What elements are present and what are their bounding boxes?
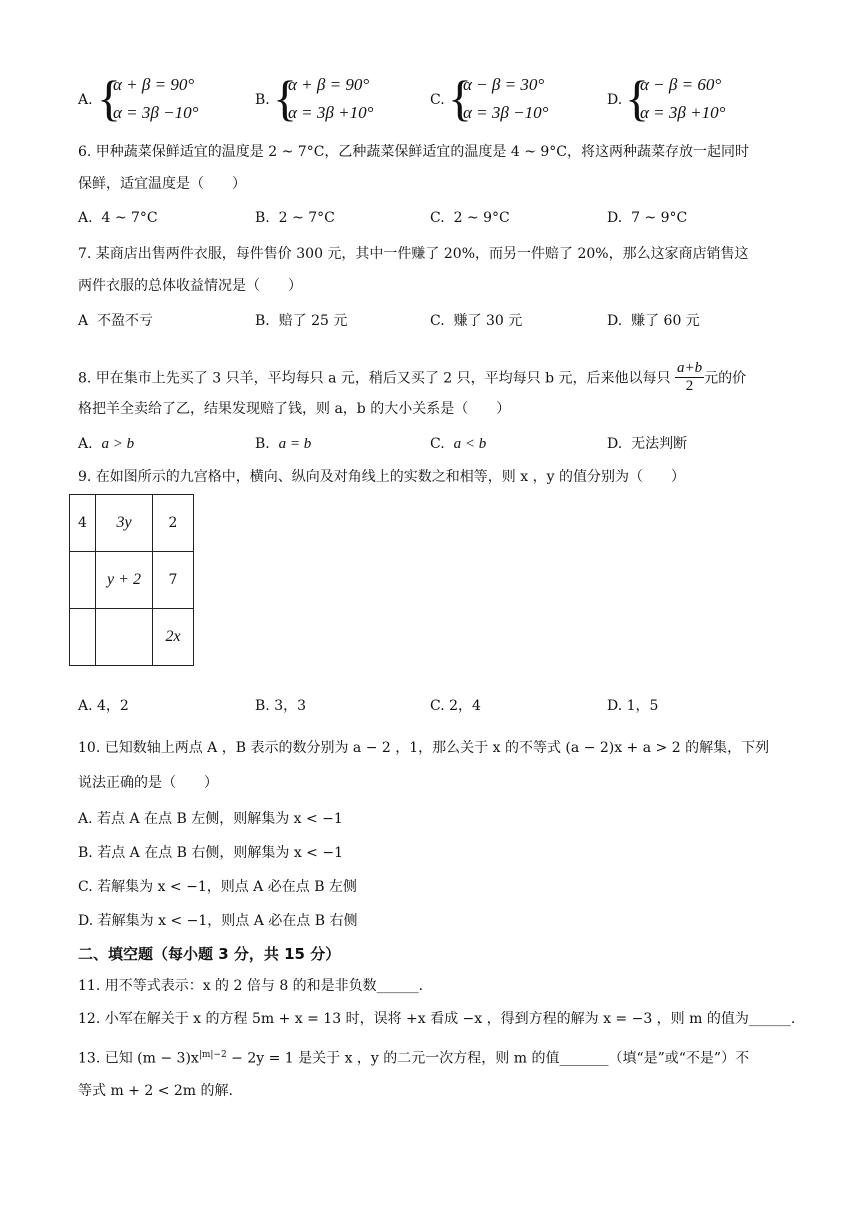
question-10-line-1: 10. 已知数轴上两点 A ，B 表示的数分别为 a − 2 ，1，那么关于 x 的不等式 (a − 2)x + a > 2 的解集，下列 xyxy=(78,740,770,756)
question-10-option-d: D. 若解集为 x < −1，则点 A 必在点 B 右侧 xyxy=(78,913,358,929)
question-8-text-a: 8. 甲在集市上先买了 3 只羊，平均每只 a 元，稍后又买了 2 只，平均每只 b 元，后来他以每只 xyxy=(78,370,671,387)
grid-cell: 7 xyxy=(153,552,194,609)
question-9-option-a xyxy=(78,697,129,715)
option-label: D. xyxy=(607,698,623,714)
option-text: 无法判断 xyxy=(631,436,688,452)
option-text: 2 ~ 9°C xyxy=(453,210,510,226)
question-12: 12. 小军在解关于 x 的方程 5m + x = 13 时，误将 +x 看成 −x ，得到方程的解为 x = −3 ，则 m 的值为______. xyxy=(78,1011,796,1027)
grid-cell: 4 xyxy=(70,495,96,552)
grid-cell xyxy=(70,552,96,609)
question-6-option-c xyxy=(430,209,510,227)
grid-cell: 3y xyxy=(96,495,153,552)
grid-cell xyxy=(70,609,96,666)
equation-line: α − β = 60° xyxy=(640,75,722,94)
option-label: A. xyxy=(78,436,93,452)
option-text: 4，2 xyxy=(97,698,129,714)
fraction xyxy=(675,360,704,395)
option-label: C. xyxy=(430,698,445,714)
option-label: B. xyxy=(255,92,270,108)
grid-cell xyxy=(96,609,153,666)
question-8-option-c xyxy=(430,435,486,453)
grid-cell: y + 2 xyxy=(96,552,153,609)
question-11: 11. 用不等式表示：x 的 2 倍与 8 的和是非负数______. xyxy=(78,978,424,994)
question-7-line-2: 两件衣服的总体收益情况是（ ） xyxy=(78,278,302,294)
grid-cell: 2 xyxy=(153,495,194,552)
table-row xyxy=(70,552,194,609)
brace-icon: { xyxy=(273,70,297,126)
question-8-option-b xyxy=(255,435,311,453)
question-6-line-1: 6. 甲种蔬菜保鲜适宜的温度是 2 ~ 7°C，乙种蔬菜保鲜适宜的温度是 4 ~ 9°C，将这两种蔬菜存放一起同时 xyxy=(78,144,750,160)
question-7-option-a xyxy=(78,312,153,330)
question-9-option-c xyxy=(430,697,481,715)
brace-icon: { xyxy=(448,70,472,126)
question-13-text-b: − 2y = 1 是关于 x ，y 的二元一次方程，则 m 的值_______（填“是”或“不是”）不 xyxy=(226,1050,750,1067)
option-label: D. xyxy=(607,436,623,452)
option-label: C. xyxy=(430,92,445,108)
question-9-line-1: 9. 在如图所示的九宫格中，横向、纵向及对角线上的实数之和相等，则 x ，y 的值分别为（ ） xyxy=(78,469,685,485)
equation-line: α + β = 90° xyxy=(113,75,195,94)
option-text: 1，5 xyxy=(626,698,659,714)
equation-line: α = 3β −10° xyxy=(463,103,549,122)
option-text: 赚了 30 元 xyxy=(453,313,523,329)
question-13-text-a: 13. 已知 (m − 3)x xyxy=(78,1050,199,1067)
option-text: 4 ~ 7°C xyxy=(101,210,158,226)
question-7-option-c xyxy=(430,312,522,330)
option-label: D. xyxy=(607,313,623,329)
question-6-option-d xyxy=(607,209,687,227)
option-label: B. xyxy=(255,436,270,452)
brace-icon: { xyxy=(97,70,121,126)
question-9-option-b xyxy=(255,697,306,715)
question-6-option-a xyxy=(78,209,158,227)
question-7-option-d xyxy=(607,312,700,330)
equation-line: α = 3β −10° xyxy=(113,103,199,122)
option-label: B. xyxy=(255,313,270,329)
question-6-option-b xyxy=(255,209,335,227)
section-title: 二、填空题（每小题 3 分，共 15 分） xyxy=(78,945,341,963)
question-10-option-b: B. 若点 A 在点 B 右侧，则解集为 x < −1 xyxy=(78,845,344,861)
fraction-numerator: a+b xyxy=(676,360,703,376)
option-label: D. xyxy=(607,210,623,226)
question-9-option-d xyxy=(607,697,658,715)
question-10-option-c: C. 若解集为 x < −1，则点 A 必在点 B 左侧 xyxy=(78,879,357,895)
option-text: 2，4 xyxy=(449,698,481,714)
option-text: 7 ~ 9°C xyxy=(631,210,688,226)
option-text: 不盈不亏 xyxy=(97,313,154,329)
table-row xyxy=(70,495,194,552)
option-label: C. xyxy=(430,313,445,329)
equation-line: α − β = 30° xyxy=(463,75,545,94)
question-8-line-1 xyxy=(78,361,746,396)
option-text: 2 ~ 7°C xyxy=(278,210,335,226)
question-8-option-d xyxy=(607,435,687,453)
option-label: C. xyxy=(430,210,445,226)
brace-icon: { xyxy=(625,70,649,126)
question-7-option-b xyxy=(255,312,347,330)
exponent: |m|−2 xyxy=(198,1050,227,1060)
option-label: B. xyxy=(255,210,270,226)
question-8-option-a xyxy=(78,435,134,453)
question-10-line-2: 说法正确的是（ ） xyxy=(78,775,218,791)
option-text: 赚了 60 元 xyxy=(631,313,700,329)
option-label: A. xyxy=(78,92,93,108)
table-row xyxy=(70,609,194,666)
question-13-line-2: 等式 m + 2 < 2m 的解. xyxy=(78,1083,233,1099)
option-label: A xyxy=(78,313,89,329)
option-text: a = b xyxy=(278,436,312,452)
option-label: A. xyxy=(78,698,93,714)
equation-line: α + β = 90° xyxy=(288,75,370,94)
option-text: a > b xyxy=(101,436,135,452)
option-label: C. xyxy=(430,436,445,452)
option-label: B. xyxy=(255,698,270,714)
grid-cell: 2x xyxy=(153,609,194,666)
equation-line: α = 3β +10° xyxy=(288,103,374,122)
nine-grid-table xyxy=(69,494,194,666)
option-text: 赔了 25 元 xyxy=(278,313,348,329)
option-text: a < b xyxy=(453,436,487,452)
question-7-line-1: 7. 某商店出售两件衣服，每件售价 300 元，其中一件赚了 20%，而另一件赔了 20%，那么这家商店销售这 xyxy=(78,246,749,262)
option-label: D. xyxy=(607,92,623,108)
question-8-text-b: 元的价 xyxy=(704,370,747,387)
question-10-option-a: A. 若点 A 在点 B 左侧，则解集为 x < −1 xyxy=(78,811,343,827)
option-label: A. xyxy=(78,210,93,226)
option-text: 3，3 xyxy=(274,698,307,714)
question-13-line-1 xyxy=(78,1046,749,1068)
question-6-line-2: 保鲜，适宜温度是（ ） xyxy=(78,176,246,192)
question-8-line-2: 格把羊全卖给了乙，结果发现赔了钱，则 a，b 的大小关系是（ ） xyxy=(78,401,511,417)
fraction-denominator: 2 xyxy=(685,378,694,394)
equation-line: α = 3β +10° xyxy=(640,103,726,122)
